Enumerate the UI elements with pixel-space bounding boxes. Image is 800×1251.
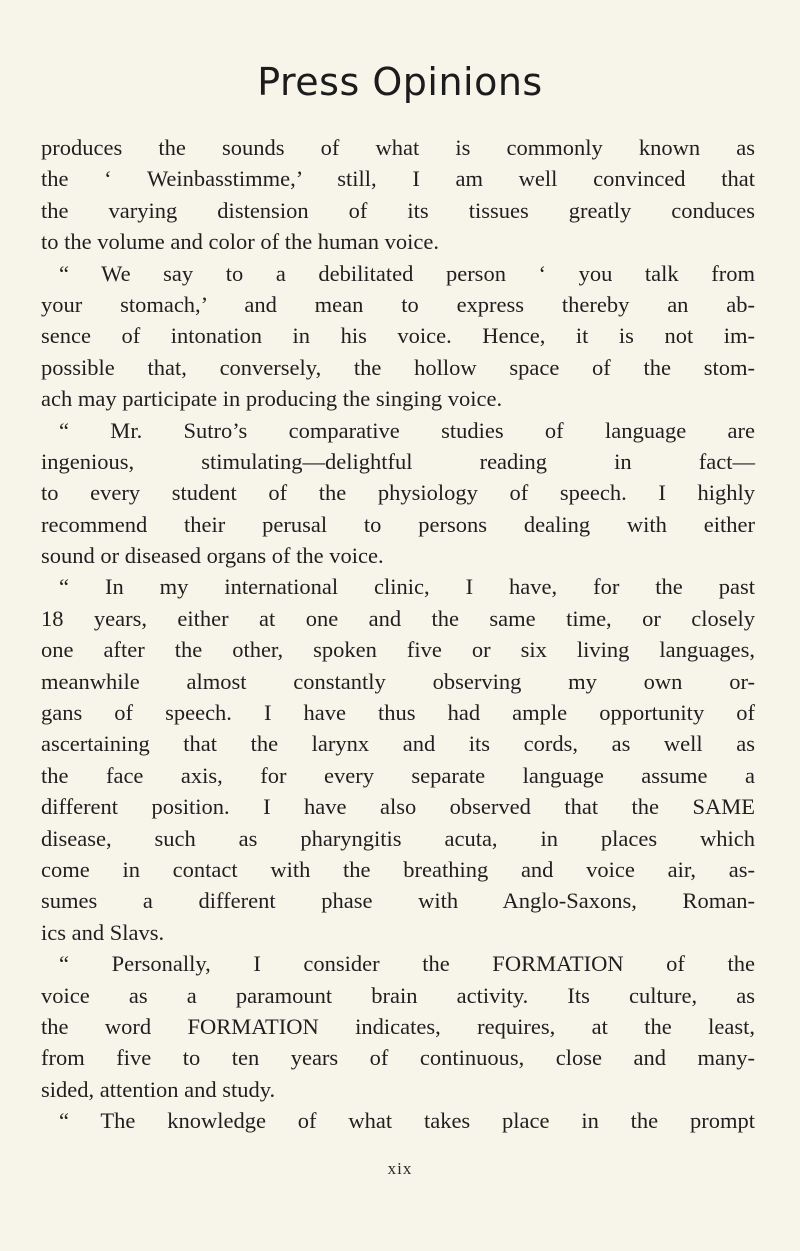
text-line-19: gans of speech. I have thus had ample opportunity of: [41, 700, 755, 726]
text-line-2: the ‘ Weinbasstimme,’ still, I am well convinced that: [41, 166, 755, 192]
text-line-24: come in contact with the breathing and voice air, as-: [41, 856, 755, 882]
page-number: xix: [387, 1159, 413, 1178]
text-line-15: “ In my international clinic, I have, for the past: [59, 574, 755, 600]
text-line-18: meanwhile almost constantly observing my own or-: [41, 668, 755, 694]
text-line-16: 18 years, either at one and the same time, or closely: [41, 605, 755, 631]
text-line-11: ingenious, stimulating—delightful reading in fact—: [41, 448, 755, 474]
text-line-27: “ Personally, I consider the FORMATION of the: [59, 951, 755, 977]
text-line-5: “ We say to a debilitated person ‘ you talk from: [59, 260, 755, 286]
text-line-4: to the volume and color of the human voice.: [41, 229, 440, 255]
text-line-30: from five to ten years of continuous, close and many-: [41, 1045, 755, 1071]
body-text: [41, 132, 755, 1137]
text-line-14: sound or diseased organs of the voice.: [41, 543, 384, 569]
text-line-12: to every student of the physiology of speech. I highly: [41, 480, 755, 506]
running-head: Press Opinions: [257, 60, 543, 104]
text-line-29: the word FORMATION indicates, requires, at the least,: [41, 1013, 755, 1039]
text-line-26: ics and Slavs.: [41, 919, 165, 945]
text-line-20: ascertaining that the larynx and its cords, as well as: [41, 731, 755, 757]
text-line-6: your stomach,’ and mean to express thereby an ab-: [41, 291, 755, 317]
text-line-28: voice as a paramount brain activity. Its culture, as: [41, 982, 755, 1008]
text-line-31: sided, attention and study.: [41, 1076, 276, 1102]
text-line-1: produces the sounds of what is commonly known as: [41, 135, 755, 160]
text-line-7: sence of intonation in his voice. Hence, it is not im-: [41, 323, 755, 349]
text-line-8: possible that, conversely, the hollow space of the stom-: [41, 354, 755, 380]
text-line-23: disease, such as pharyngitis acuta, in places which: [41, 825, 755, 851]
text-line-32: “ The knowledge of what takes place in the prompt: [59, 1108, 755, 1134]
text-line-25: sumes a different phase with Anglo-Saxons, Roman-: [41, 888, 755, 914]
text-line-10: “ Mr. Sutro’s comparative studies of language are: [59, 417, 755, 443]
text-line-9: ach may participate in producing the singing voice.: [41, 386, 503, 412]
text-line-13: recommend their perusal to persons dealing with either: [41, 511, 755, 537]
text-line-22: different position. I have also observed that the SAME: [41, 794, 755, 820]
text-line-3: the varying distension of its tissues greatly conduces: [41, 197, 755, 223]
text-line-17: one after the other, spoken five or six living languages,: [41, 637, 755, 663]
text-line-21: the face axis, for every separate language assume a: [41, 762, 755, 788]
